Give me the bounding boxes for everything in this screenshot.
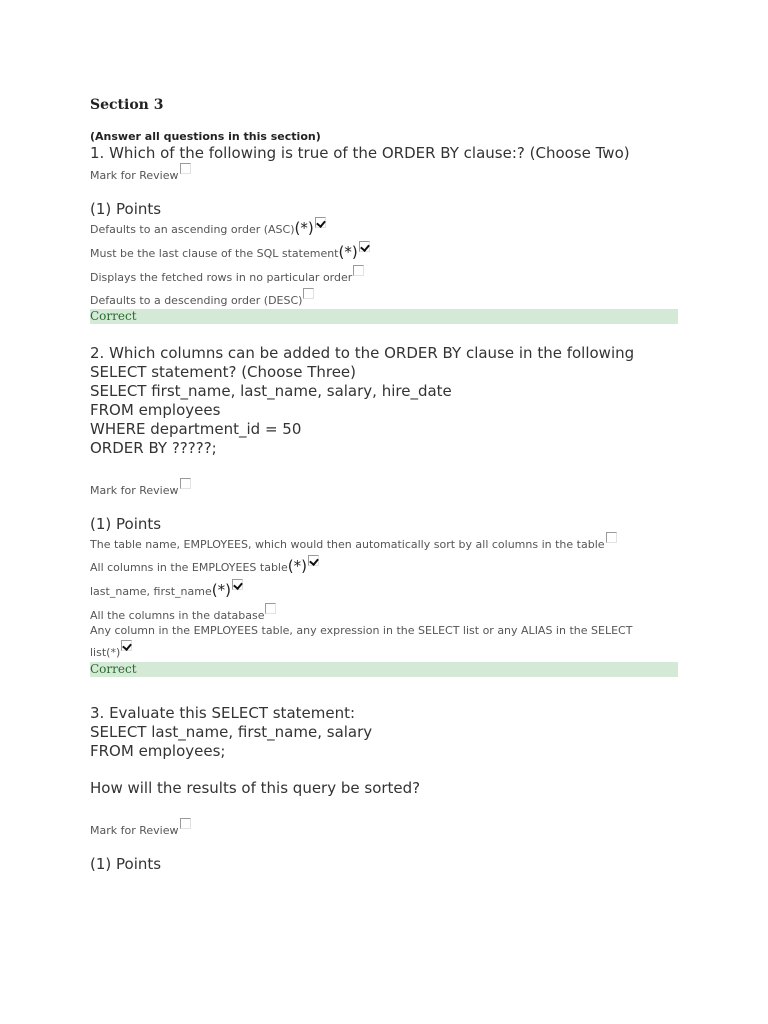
section-title: Section 3 [90, 97, 164, 113]
answer-checkbox[interactable] [353, 265, 364, 276]
question-1-text: 1. Which of the following is true of the ORDER BY clause:? (Choose Two) [90, 144, 630, 162]
answer-option: Any column in the EMPLOYEES table, any expression in the SELECT list or any ALIAS in the SELECT list (*) [90, 624, 633, 659]
answer-option: Defaults to a descending order (DESC) [90, 294, 678, 309]
correct-answer-marker: (*) [338, 243, 358, 261]
answer-checkbox[interactable] [359, 241, 370, 252]
question-2 [90, 344, 678, 677]
question-2-text: 2. Which columns can be added to the ORDER BY clause in the following SELECT statement? (Choose Three) SELECT first_name, last_name, salary, hire_date FROM employees WHERE department_id = 50 ORDER BY ?????; [90, 344, 635, 457]
mark-for-review-checkbox[interactable] [180, 478, 191, 489]
answer-checkbox[interactable] [265, 603, 276, 614]
quiz-page [90, 94, 678, 874]
correct-answer-marker: (*) [294, 219, 314, 237]
answer-checkbox[interactable] [315, 217, 326, 228]
answer-checkbox[interactable] [308, 555, 319, 566]
section-instructions: (Answer all questions in this section) [90, 130, 321, 143]
question-3 [90, 704, 678, 874]
mark-for-review: Mark for Review [90, 824, 678, 837]
answer-checkbox[interactable] [606, 532, 617, 543]
answer-checkbox[interactable] [303, 288, 314, 299]
correct-answer-marker: (*) [287, 557, 307, 575]
answer-option: last_name, first_name (*) [90, 585, 678, 609]
answer-checkbox[interactable] [121, 640, 132, 651]
answer-option: All columns in the EMPLOYEES table (*) [90, 561, 678, 585]
answer-option: The table name, EMPLOYEES, which would then automatically sort by all columns in the table [90, 538, 678, 561]
correct-answer-marker: (*) [106, 646, 121, 659]
answer-options [90, 219, 678, 309]
answer-option: Defaults to an ascending order (ASC) (*) [90, 223, 678, 247]
answer-option: Must be the last clause of the SQL statement (*) [90, 247, 678, 271]
feedback-correct: Correct [90, 662, 678, 677]
question-points: (1) Points [90, 855, 162, 873]
feedback-correct: Correct [90, 309, 678, 324]
mark-for-review: Mark for Review [90, 484, 678, 497]
correct-answer-marker: (*) [211, 581, 231, 599]
question-1 [90, 144, 678, 324]
answer-checkbox[interactable] [232, 579, 243, 590]
mark-for-review-checkbox[interactable] [180, 163, 191, 174]
question-3-text: 3. Evaluate this SELECT statement: SELECT last_name, first_name, salary FROM employees; How will the results of this query be sorted? [90, 704, 421, 797]
answer-option: Displays the fetched rows in no particular order [90, 271, 678, 294]
answer-options [90, 538, 678, 662]
mark-for-review: Mark for Review [90, 169, 678, 182]
answer-option: All the columns in the database [90, 609, 678, 624]
question-points: (1) Points [90, 200, 162, 218]
question-points: (1) Points [90, 515, 162, 533]
mark-for-review-checkbox[interactable] [180, 818, 191, 829]
